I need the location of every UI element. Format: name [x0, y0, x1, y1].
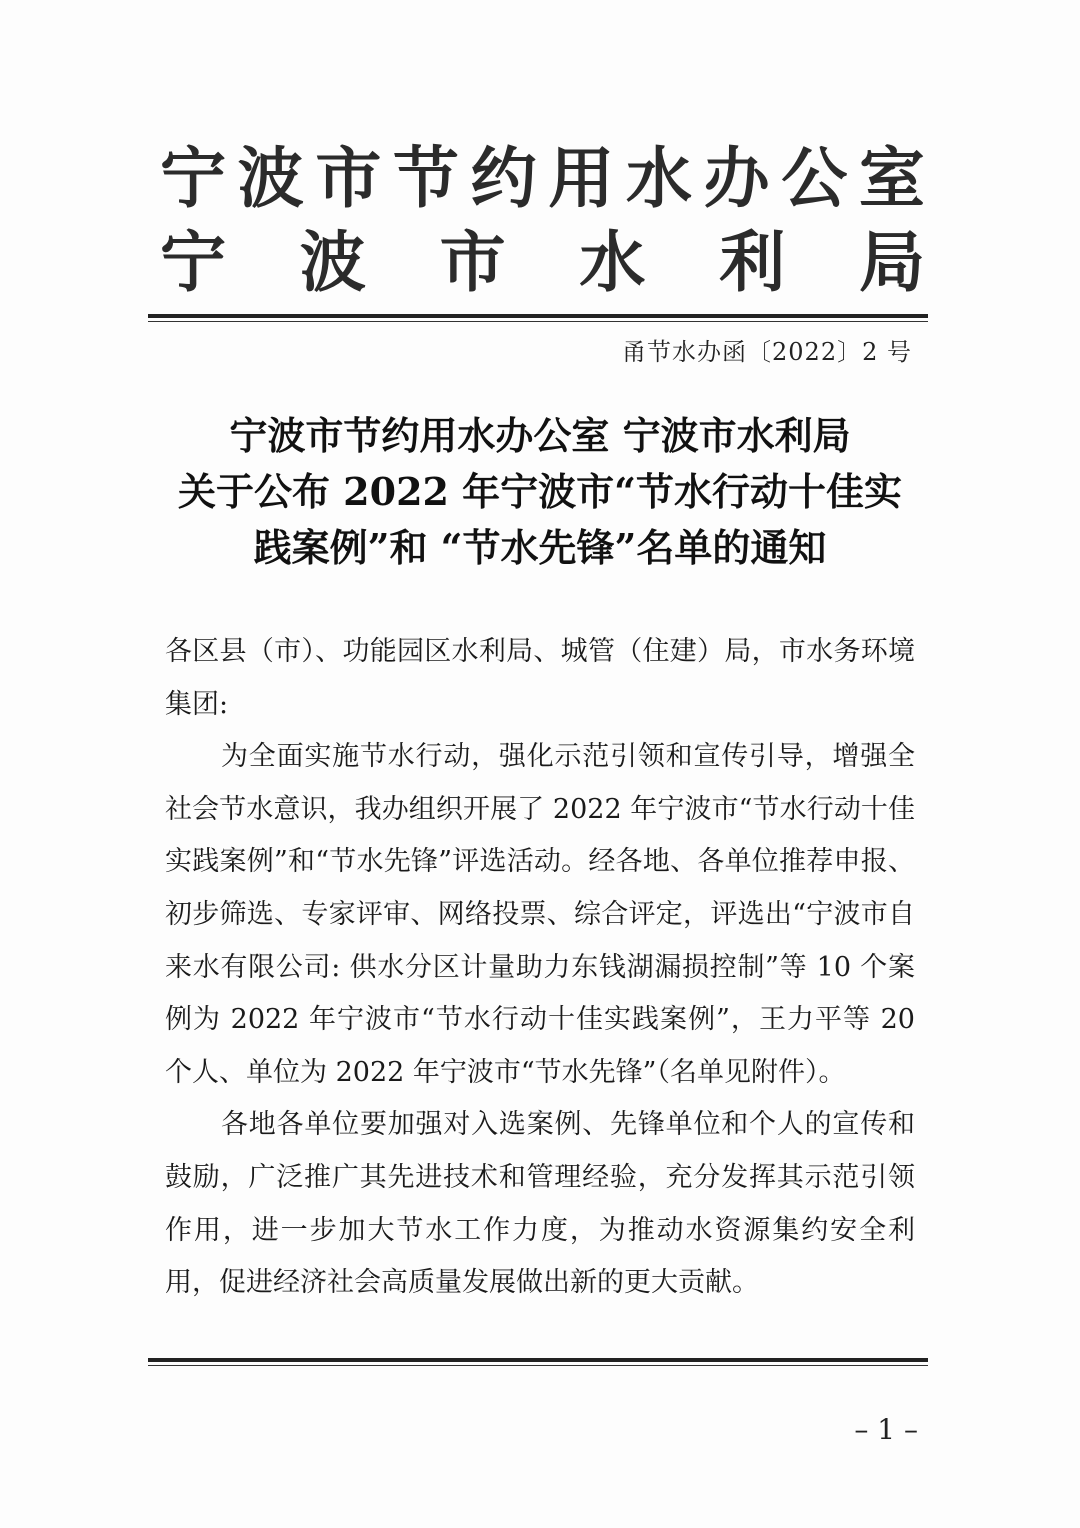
- issuer-name-water-resources-bureau: [160, 222, 925, 302]
- issuer-char: 水: [579, 223, 646, 301]
- body-paragraph: 各地各单位要加强对入选案例、先锋单位和个人的宣传和鼓励，广泛推广其先进技术和管理经验，充分发挥其示范引领作用，进一步加大节水工作力度，为推动水资源集约安全利用，促进经济社会高质量发展做出新的更大贡献。: [165, 1109, 915, 1299]
- footer-divider: [148, 1358, 928, 1366]
- document-title: [150, 408, 930, 576]
- issuer-char: 波: [299, 223, 366, 301]
- title-line: 关于公布 2022 年宁波市“节水行动十佳实: [177, 469, 903, 514]
- issuer-char: 市: [439, 223, 506, 301]
- issuer-char: 宁: [160, 139, 226, 217]
- body-paragraph: 为全面实施节水行动，强化示范引领和宣传引导，增强全社会节水意识，我办组织开展了 2022 年宁波市“节水行动十佳实践案例”和“节水先锋”评选活动。经各地、各单位推荐申报、初步筛选、专家评审、网络投票、综合评定，评选出“宁波市自来水有限公司: 供水分区计量助力东钱湖漏损控制”等 10 个案例为 2022 年宁波市“节水行动十佳实践案例”，王力平等 20 个人、单位为 2022 年宁波市“节水先锋”（名单见附件）。: [165, 741, 915, 1088]
- issuer-name-water-saving-office: [160, 138, 925, 218]
- issuer-char: 利: [719, 223, 786, 301]
- issuer-char: 水: [625, 139, 692, 217]
- title-line: 践案例”和 “节水先锋”名单的通知: [253, 525, 827, 570]
- issuer-char: 市: [315, 139, 382, 217]
- page-number: – 1 –: [854, 1413, 918, 1446]
- issuer-char: 宁: [160, 223, 226, 301]
- issuer-char: 公: [781, 139, 848, 217]
- issuer-char: 节: [392, 139, 459, 217]
- issuer-char: 局: [858, 223, 925, 301]
- document-number: 甬节水办函〔2022〕2 号: [622, 338, 912, 366]
- salutation: 各区县（市）、功能园区水利局、城管（住建）局，市水务环境集团:: [165, 636, 915, 720]
- issuer-char: 办: [703, 139, 770, 217]
- document-body: [165, 626, 915, 1310]
- issuer-char: 约: [470, 139, 537, 217]
- header-divider: [148, 314, 928, 322]
- issuer-char: 室: [858, 139, 925, 217]
- title-line: 宁波市节约用水办公室 宁波市水利局: [229, 413, 851, 458]
- issuer-char: 波: [237, 139, 304, 217]
- issuer-char: 用: [548, 139, 615, 217]
